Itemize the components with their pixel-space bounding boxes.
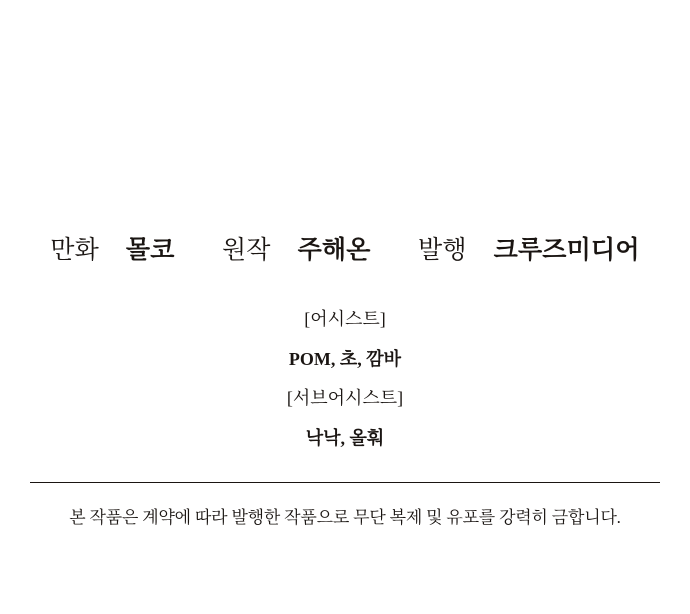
subassist-names: 낙낙, 올훠 <box>305 427 385 448</box>
assist-block <box>0 308 690 449</box>
credit-role-2: 발행 <box>417 237 467 264</box>
credit-name-2: 크루즈미디어 <box>493 237 640 264</box>
credit-role-1: 원작 <box>221 237 271 264</box>
horizontal-divider <box>30 482 660 483</box>
assist-names: POM, 초, 깜바 <box>288 348 402 369</box>
credit-line <box>0 236 690 266</box>
assist-heading: [어시스트] <box>304 309 386 329</box>
credits-block <box>0 236 690 266</box>
copyright-notice: 본 작품은 계약에 따라 발행한 작품으로 무단 복제 및 유포를 강력히 금합니다. <box>69 508 621 527</box>
credit-name-1: 주해온 <box>297 237 371 264</box>
credit-name-0: 몰코 <box>125 237 175 264</box>
subassist-heading: [서브어시스트] <box>286 388 404 408</box>
credit-role-0: 만화 <box>50 237 99 264</box>
